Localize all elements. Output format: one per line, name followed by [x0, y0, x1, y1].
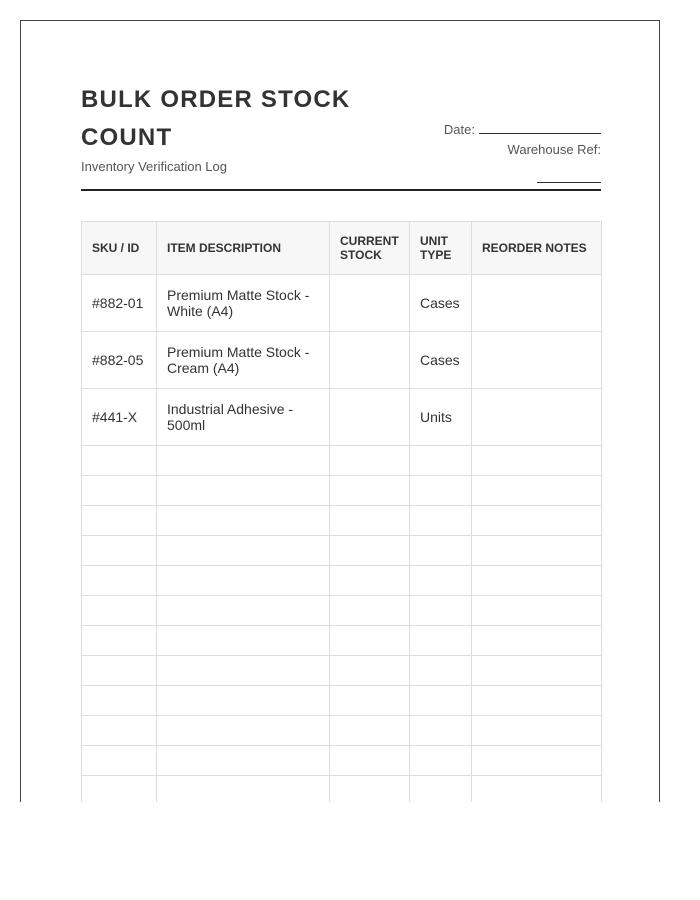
empty-description-cell[interactable] [157, 776, 330, 803]
document-header [81, 81, 601, 191]
description-cell: Premium Matte Stock - Cream (A4) [157, 332, 330, 389]
empty-description-cell[interactable] [157, 686, 330, 716]
empty-description-cell[interactable] [157, 506, 330, 536]
empty-unit-cell[interactable] [410, 536, 472, 566]
empty-unit-cell[interactable] [410, 596, 472, 626]
empty-notes-cell[interactable] [472, 716, 602, 746]
empty-notes-cell[interactable] [472, 446, 602, 476]
table-row [82, 332, 602, 389]
header-reorder-notes: REORDER NOTES [472, 222, 602, 275]
sku-cell: #882-05 [82, 332, 157, 389]
date-line [444, 119, 601, 140]
header-unit-type: UNIT TYPE [410, 222, 472, 275]
empty-description-cell[interactable] [157, 566, 330, 596]
empty-unit-cell[interactable] [410, 446, 472, 476]
empty-table-row [82, 596, 602, 626]
empty-sku-cell[interactable] [82, 656, 157, 686]
date-label: Date: [443, 122, 475, 137]
empty-notes-cell[interactable] [472, 776, 602, 803]
empty-unit-cell[interactable] [410, 656, 472, 686]
table-row [82, 389, 602, 446]
sku-cell: #441-X [82, 389, 157, 446]
stock-table [81, 221, 602, 802]
empty-table-row [82, 446, 602, 476]
empty-description-cell[interactable] [157, 476, 330, 506]
empty-notes-cell[interactable] [472, 686, 602, 716]
empty-description-cell[interactable] [157, 536, 330, 566]
stock-cell[interactable] [330, 275, 410, 332]
empty-unit-cell[interactable] [410, 746, 472, 776]
empty-sku-cell[interactable] [82, 506, 157, 536]
empty-notes-cell[interactable] [472, 566, 602, 596]
header-sku: SKU / ID [82, 222, 157, 275]
header-row [82, 222, 602, 275]
stock-table-head [82, 222, 602, 275]
empty-notes-cell[interactable] [472, 476, 602, 506]
empty-notes-cell[interactable] [472, 626, 602, 656]
unit-cell: Cases [410, 332, 472, 389]
empty-stock-cell[interactable] [330, 506, 410, 536]
empty-table-row [82, 746, 602, 776]
header-current-stock: CURRENT STOCK [330, 222, 410, 275]
empty-stock-cell[interactable] [330, 686, 410, 716]
empty-description-cell[interactable] [157, 716, 330, 746]
empty-sku-cell[interactable] [82, 596, 157, 626]
document-meta [444, 119, 601, 189]
empty-description-cell[interactable] [157, 626, 330, 656]
empty-sku-cell[interactable] [82, 686, 157, 716]
empty-table-row [82, 626, 602, 656]
stock-count-sheet [20, 20, 660, 802]
empty-unit-cell[interactable] [410, 626, 472, 656]
empty-notes-cell[interactable] [472, 656, 602, 686]
warehouse-ref-line [444, 160, 601, 189]
empty-notes-cell[interactable] [472, 746, 602, 776]
empty-table-row [82, 566, 602, 596]
empty-sku-cell[interactable] [82, 536, 157, 566]
empty-notes-cell[interactable] [472, 596, 602, 626]
empty-table-row [82, 776, 602, 803]
empty-stock-cell[interactable] [330, 716, 410, 746]
empty-notes-cell[interactable] [472, 506, 602, 536]
empty-table-row [82, 686, 602, 716]
empty-sku-cell[interactable] [82, 716, 157, 746]
empty-sku-cell[interactable] [82, 566, 157, 596]
empty-unit-cell[interactable] [410, 476, 472, 506]
stock-cell[interactable] [330, 389, 410, 446]
empty-description-cell[interactable] [157, 446, 330, 476]
empty-stock-cell[interactable] [330, 746, 410, 776]
notes-cell[interactable] [472, 275, 602, 332]
empty-sku-cell[interactable] [82, 626, 157, 656]
empty-description-cell[interactable] [157, 596, 330, 626]
empty-unit-cell[interactable] [410, 566, 472, 596]
empty-table-row [82, 506, 602, 536]
empty-stock-cell[interactable] [330, 596, 410, 626]
empty-stock-cell[interactable] [330, 776, 410, 803]
empty-description-cell[interactable] [157, 656, 330, 686]
empty-table-row [82, 536, 602, 566]
description-cell: Premium Matte Stock - White (A4) [157, 275, 330, 332]
warehouse-ref-label: Warehouse Ref: [507, 142, 601, 157]
header-description: ITEM DESCRIPTION [157, 222, 330, 275]
empty-sku-cell[interactable] [82, 746, 157, 776]
document-title: BULK ORDER STOCK COUNT [81, 86, 351, 151]
empty-description-cell[interactable] [157, 746, 330, 776]
description-cell: Industrial Adhesive - 500ml [157, 389, 330, 446]
empty-sku-cell[interactable] [82, 776, 157, 803]
empty-stock-cell[interactable] [330, 536, 410, 566]
stock-table-body [82, 275, 602, 803]
empty-stock-cell[interactable] [330, 626, 410, 656]
empty-stock-cell[interactable] [330, 656, 410, 686]
empty-table-row [82, 716, 602, 746]
empty-unit-cell[interactable] [410, 506, 472, 536]
unit-cell: Cases [410, 275, 472, 332]
warehouse-ref-blank-field[interactable] [537, 168, 601, 183]
empty-sku-cell[interactable] [82, 476, 157, 506]
empty-stock-cell[interactable] [330, 476, 410, 506]
empty-stock-cell[interactable] [330, 446, 410, 476]
document-subtitle: Inventory Verification Log [81, 159, 227, 174]
sku-cell: #882-01 [82, 275, 157, 332]
empty-unit-cell[interactable] [410, 686, 472, 716]
date-blank-field[interactable] [479, 119, 601, 134]
table-row [82, 275, 602, 332]
empty-table-row [82, 656, 602, 686]
empty-notes-cell[interactable] [472, 536, 602, 566]
empty-table-row [82, 476, 602, 506]
empty-unit-cell[interactable] [410, 716, 472, 746]
empty-unit-cell[interactable] [410, 776, 472, 803]
empty-sku-cell[interactable] [82, 446, 157, 476]
notes-cell[interactable] [472, 332, 602, 389]
empty-stock-cell[interactable] [330, 566, 410, 596]
stock-cell[interactable] [330, 332, 410, 389]
unit-cell: Units [410, 389, 472, 446]
notes-cell[interactable] [472, 389, 602, 446]
